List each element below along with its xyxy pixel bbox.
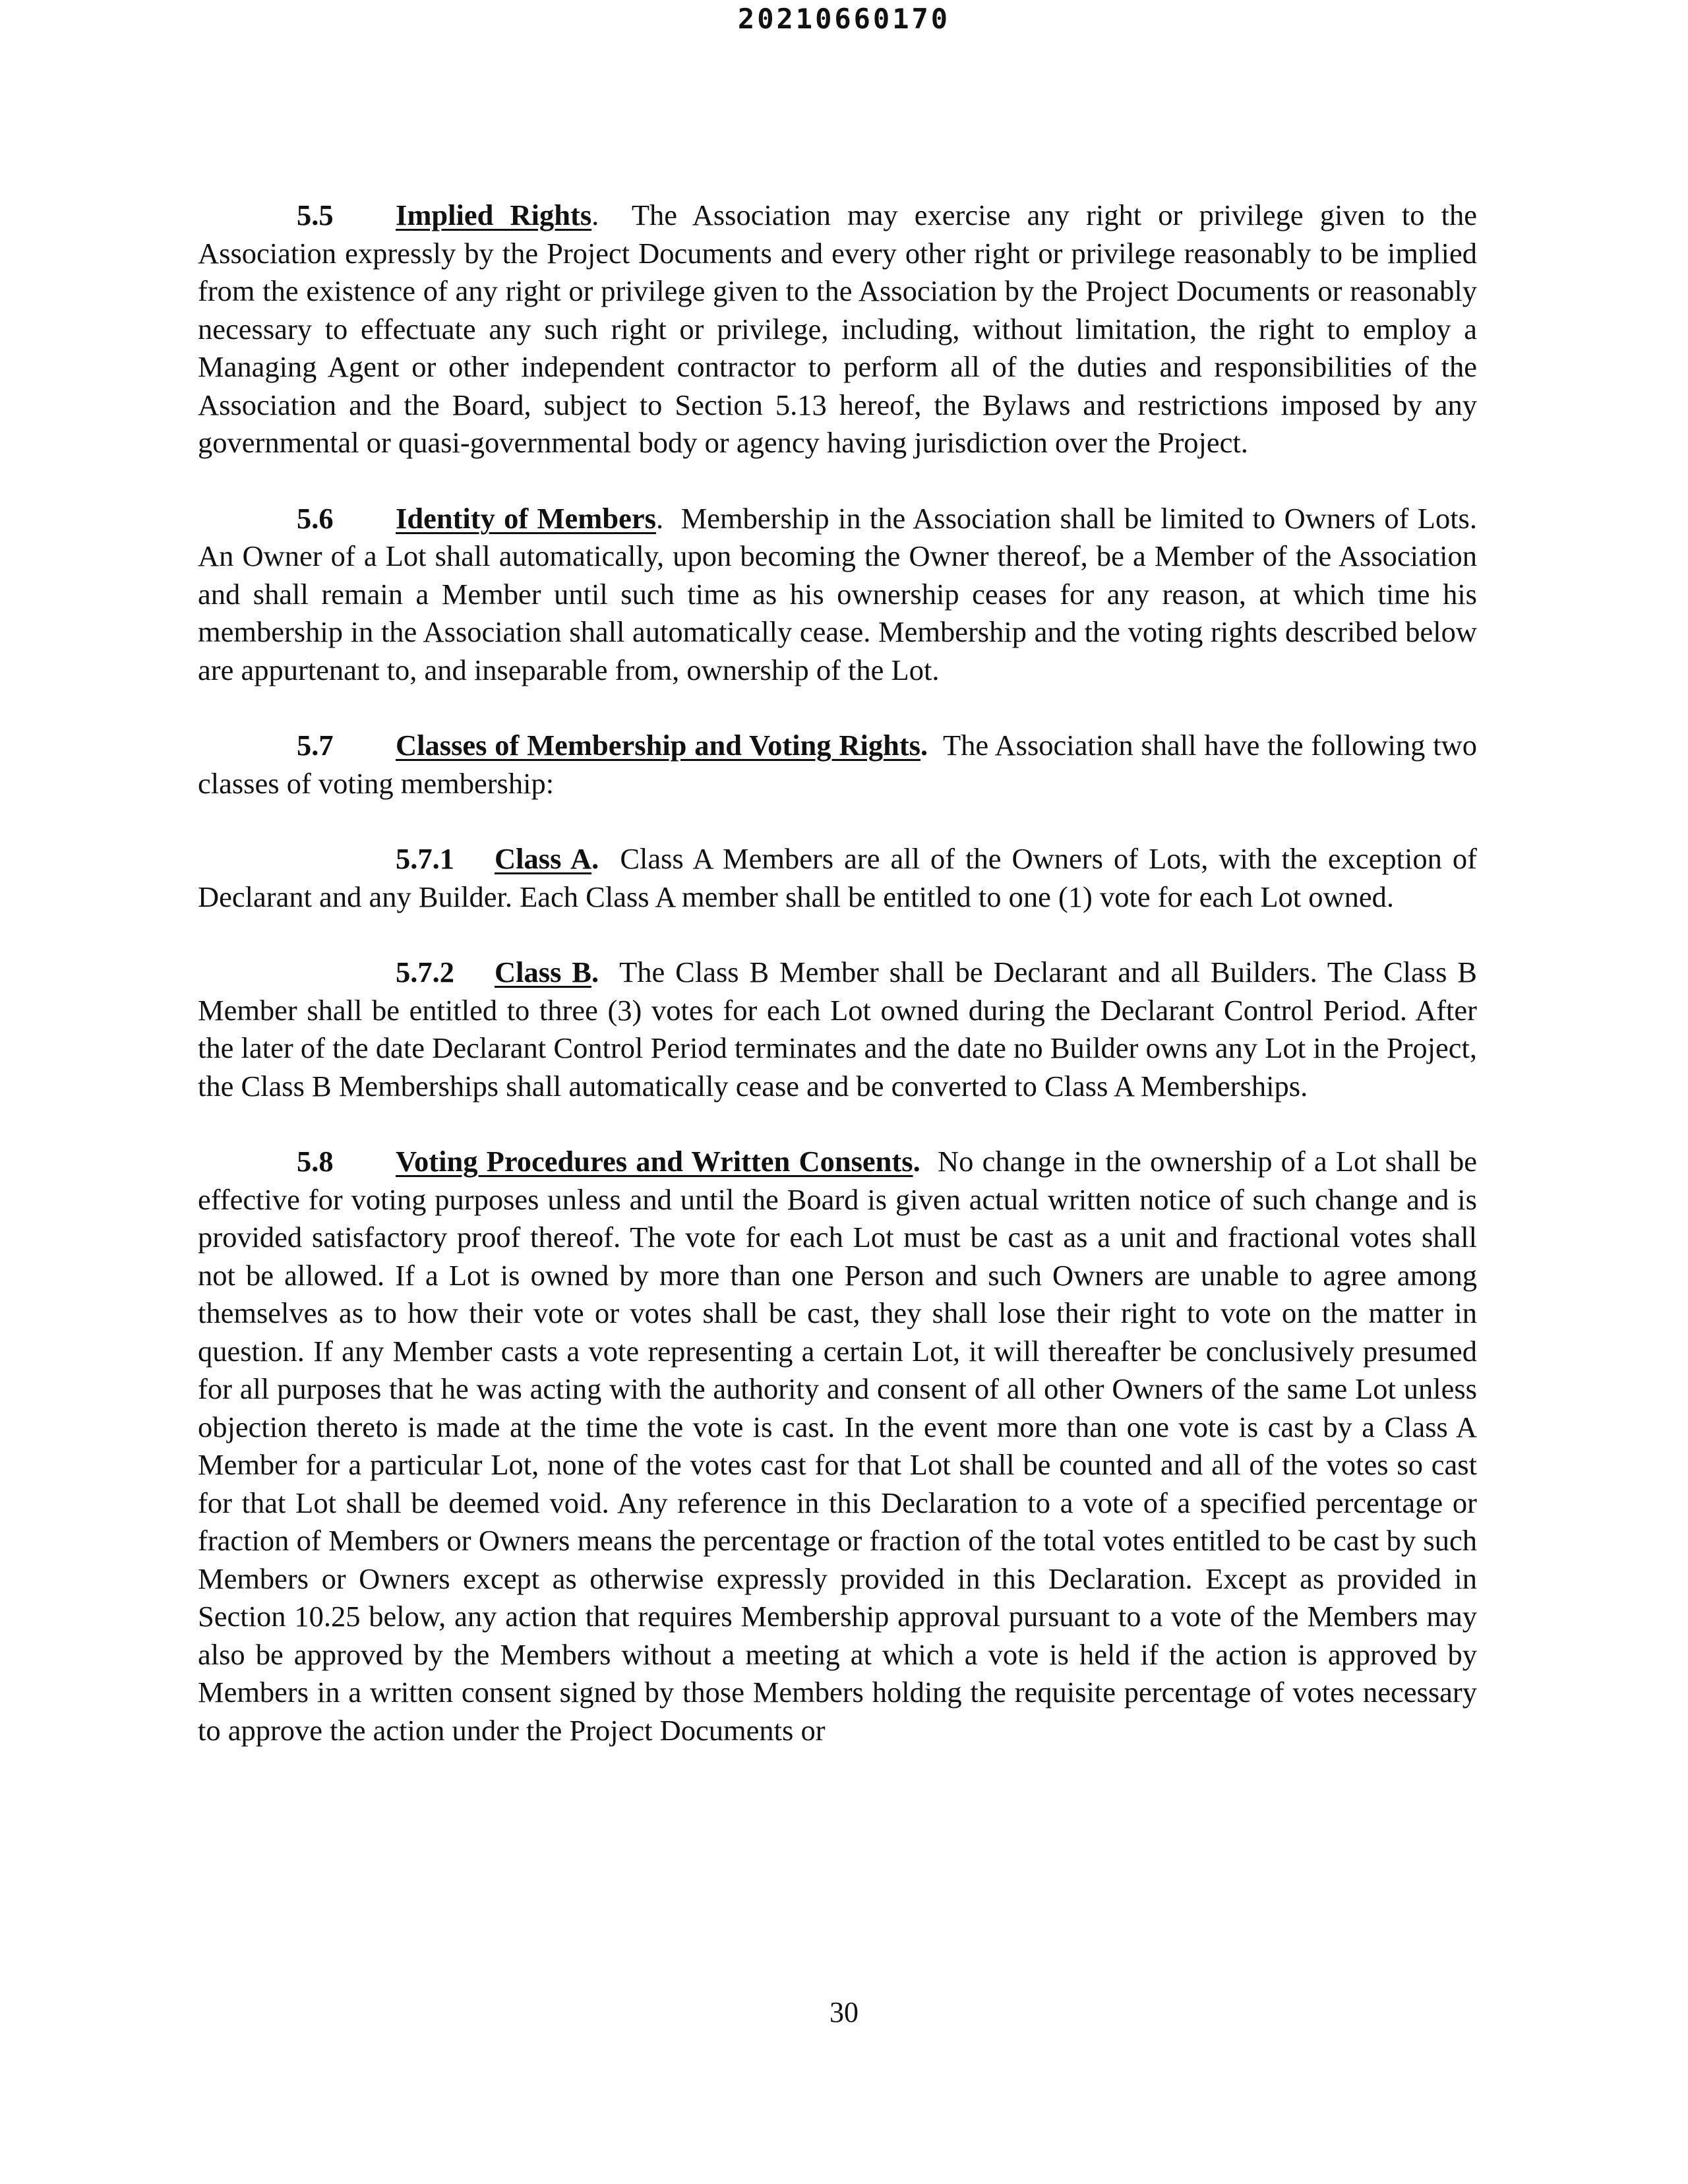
heading-punctuation: . bbox=[591, 198, 599, 231]
heading-punctuation: . bbox=[920, 729, 928, 762]
section-number: 5.5 bbox=[297, 198, 334, 231]
section-5-5 bbox=[198, 197, 1477, 462]
heading-punctuation: . bbox=[591, 842, 599, 875]
section-text: Class A Members are all of the Owners of Lots, with the exception of Declarant and any Builder. Each Class A member shall be entitled to one (1) vote for each Lot owned. bbox=[198, 842, 1477, 913]
section-5-7 bbox=[198, 727, 1477, 803]
section-5-6 bbox=[198, 500, 1477, 690]
section-5-7-1 bbox=[198, 840, 1477, 916]
section-heading: Voting Procedures and Written Consents bbox=[396, 1145, 913, 1178]
section-5-8 bbox=[198, 1143, 1477, 1749]
document-number: 20210660170 bbox=[737, 3, 951, 35]
section-text: The Class B Member shall be Declarant and all Builders. The Class B Member shall be entitled to three (3) votes for each Lot owned during the Declarant Control Period. After the later of the date Declarant Control Period terminates and the date no Builder owns any Lot in the Project, the Class B Memberships shall automatically cease and be converted to Class A Memberships. bbox=[198, 956, 1477, 1103]
section-text: The Association may exercise any right or privilege given to the Association expressly by the Project Documents and every other right or privilege reasonably to be implied from the existence of any right or privilege given to the Association by the Project Documents or reasonably necessary to effectuate any such right or privilege, including, without limitation, the right to employ a Managing Agent or other independent contractor to perform all of the duties and responsibilities of the Association and the Board, subject to Section 5.13 hereof, the Bylaws and restrictions imposed by any governmental or quasi-governmental body or agency having jurisdiction over the Project. bbox=[198, 198, 1478, 459]
section-5-7-2 bbox=[198, 954, 1477, 1105]
section-heading: Classes of Membership and Voting Rights bbox=[396, 729, 920, 762]
section-number: 5.7.2 bbox=[396, 956, 454, 988]
section-number: 5.7.1 bbox=[396, 842, 454, 875]
heading-punctuation: . bbox=[591, 956, 599, 988]
section-number: 5.8 bbox=[297, 1145, 334, 1178]
section-text: No change in the ownership of a Lot shall be effective for voting purposes unless and until the Board is given actual written notice of such change and is provided satisfactory proof thereof. The vote for each Lot must be cast as a unit and fractional votes shall not be allowed. If a Lot is owned by more than one Person and such Owners are unable to agree among themselves as to how their vote or votes shall be cast, they shall lose their right to vote on the matter in question. If any Member casts a vote representing a certain Lot, it will thereafter be conclusively presumed for all purposes that he was acting with the authority and consent of all other Owners of the same Lot unless objection thereto is made at the time the vote is cast. In the event more than one vote is cast by a Class A Member for a particular Lot, none of the votes cast for that Lot shall be counted and all of the votes so cast for that Lot shall be deemed void. Any reference in this Declaration to a vote of a specified percentage or fraction of Members or Owners means the percentage or fraction of the total votes entitled to be cast by such Members or Owners except as otherwise expressly provided in this Declaration. Except as provided in Section 10.25 below, any action that requires Membership approval pursuant to a vote of the Members may also be approved by the Members without a meeting at which a vote is held if the action is approved by Members in a written consent signed by those Members holding the requisite percentage of votes necessary to approve the action under the Project Documents or bbox=[198, 1145, 1477, 1747]
section-heading: Class A bbox=[495, 842, 592, 875]
section-text: Membership in the Association shall be limited to Owners of Lots. An Owner of a Lot shall automatically, upon becoming the Owner thereof, be a Member of the Association and shall remain a Member until such time as his ownership ceases for any reason, at which time his membership in the Association shall automatically cease. Membership and the voting rights described below are appurtenant to, and inseparable from, ownership of the Lot. bbox=[198, 501, 1477, 686]
section-number: 5.6 bbox=[297, 501, 334, 535]
heading-punctuation: . bbox=[913, 1145, 920, 1178]
section-text: The Association shall have the following two classes of voting membership: bbox=[198, 729, 1477, 800]
heading-punctuation: . bbox=[655, 501, 664, 535]
section-heading: Implied Rights bbox=[396, 198, 592, 231]
section-heading: Identity of Members bbox=[396, 501, 656, 535]
section-number: 5.7 bbox=[297, 729, 334, 762]
document-body bbox=[198, 197, 1477, 1787]
page-number: 30 bbox=[829, 1996, 859, 2028]
section-heading: Class B bbox=[495, 956, 591, 988]
